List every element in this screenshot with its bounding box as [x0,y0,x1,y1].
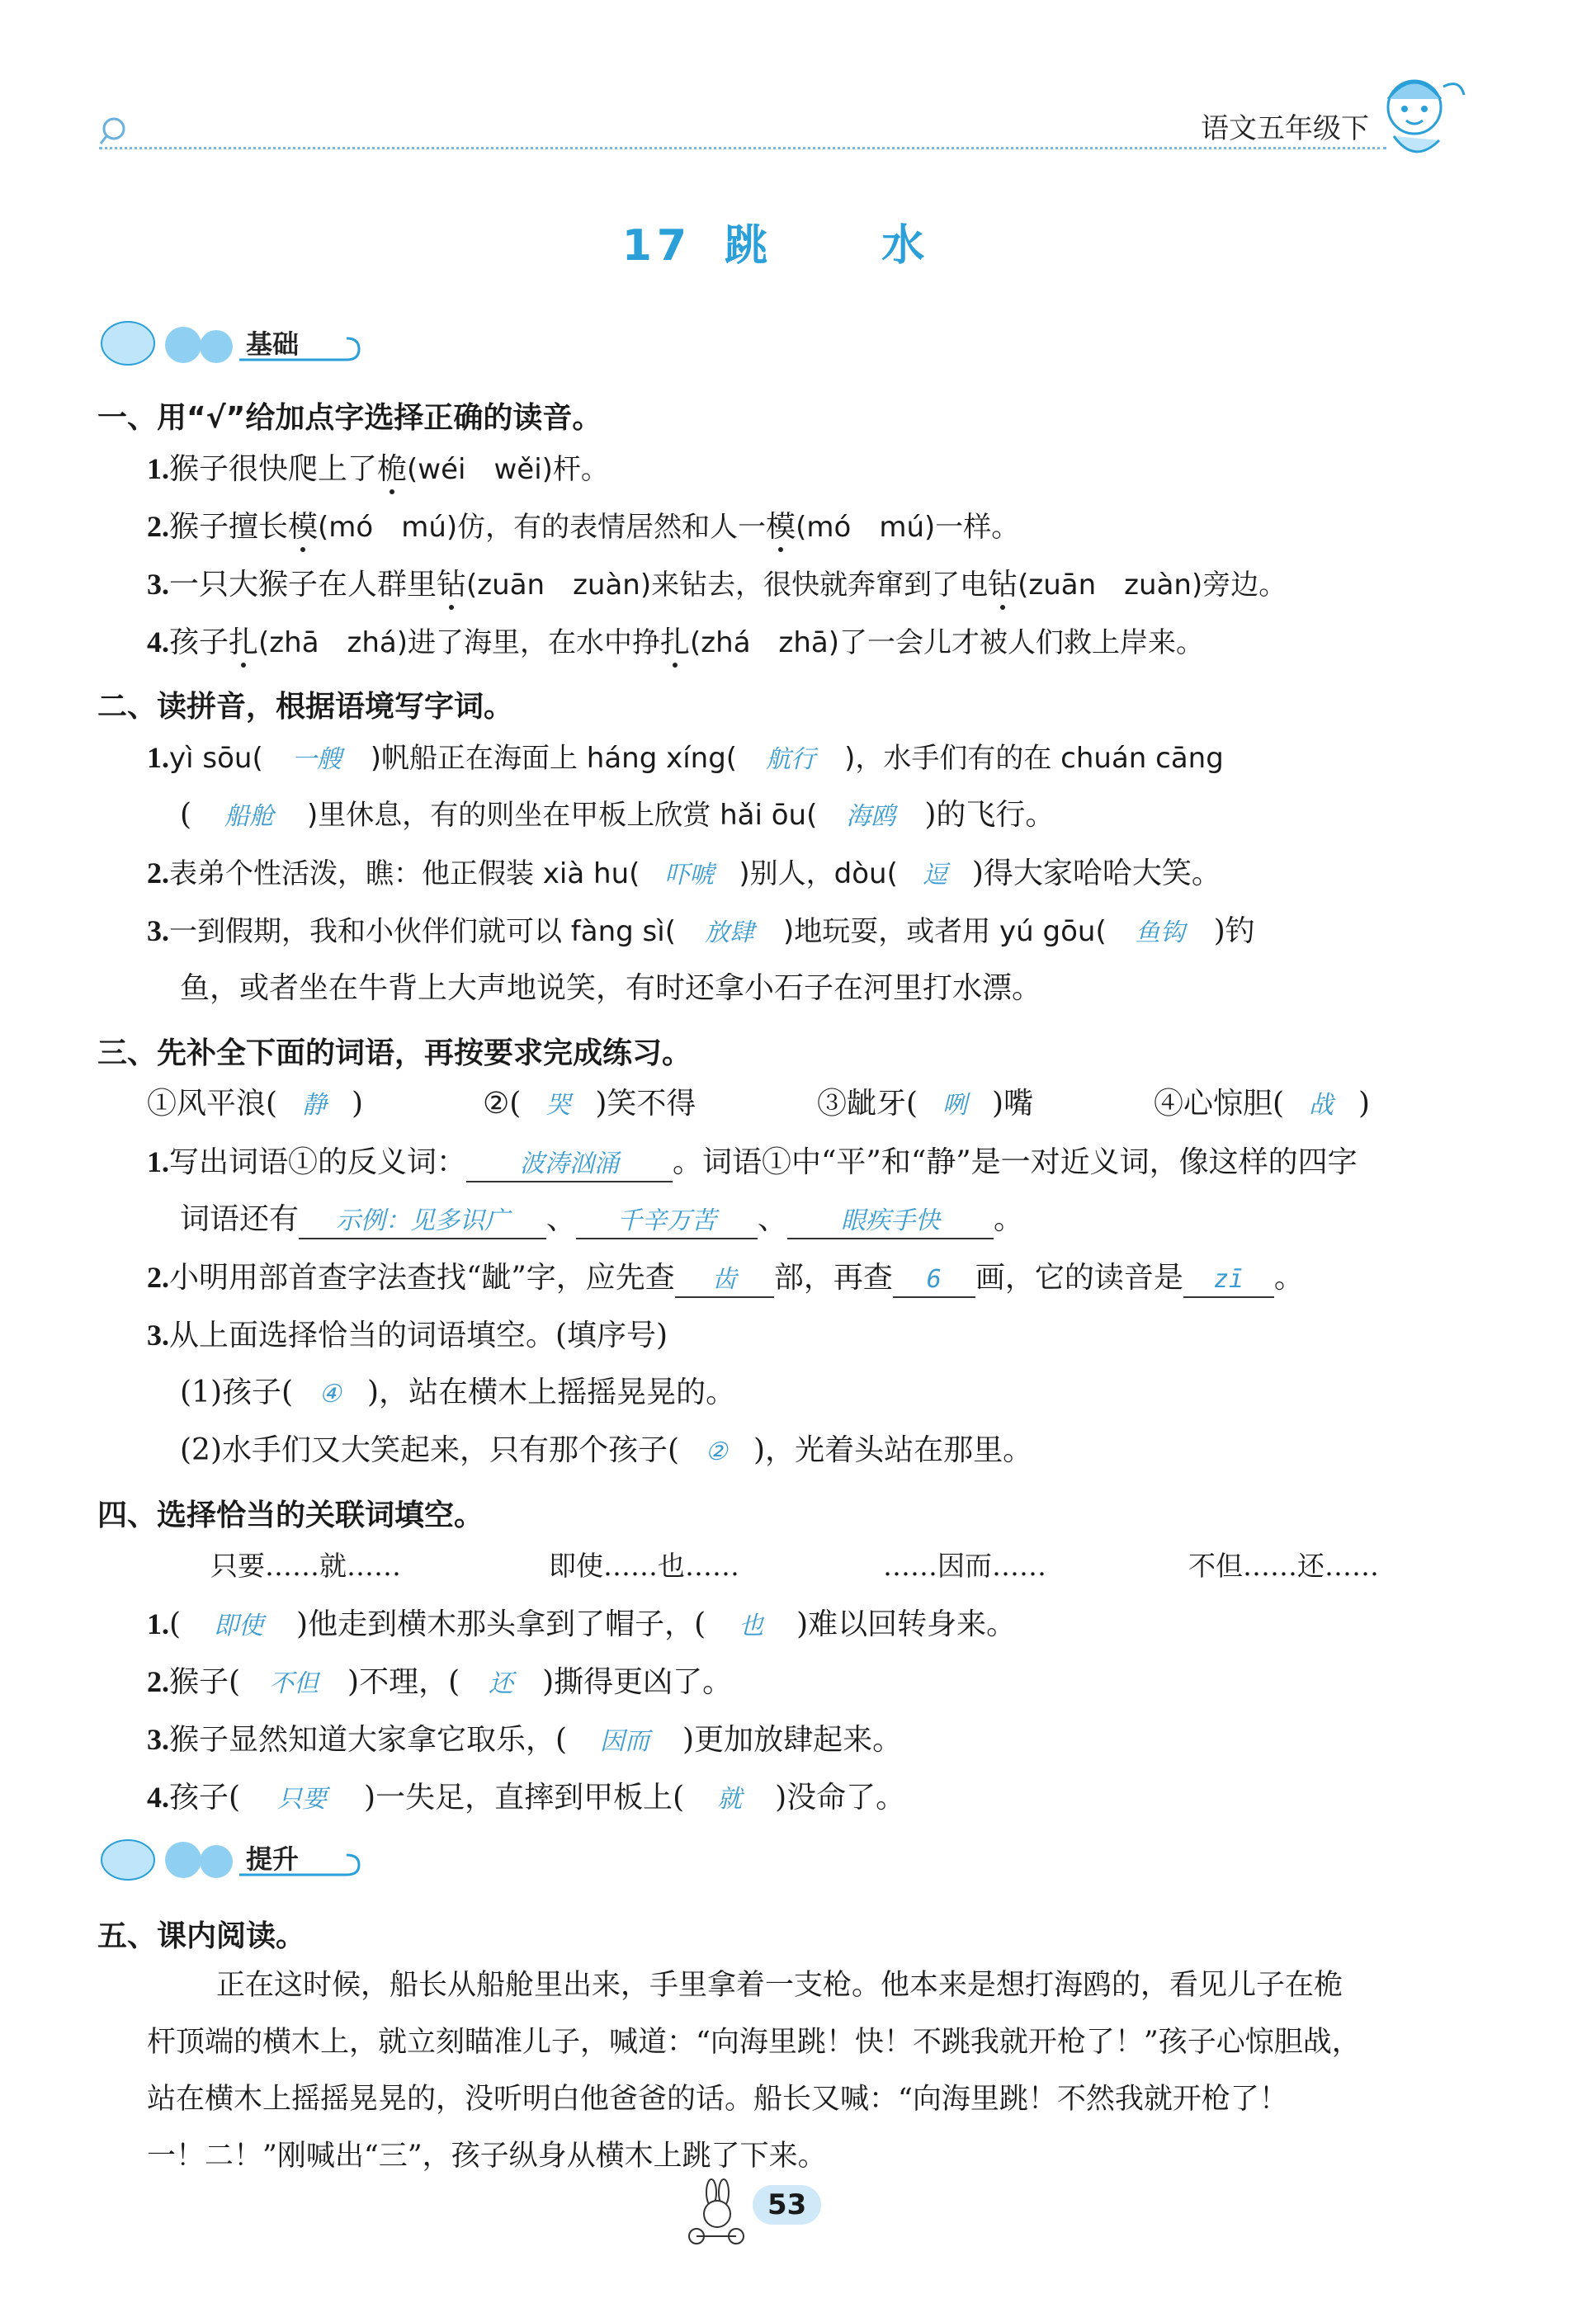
s3-question-3-2: (2)水手们又大笑起来，只有那个孩子( ② )，光着头站在那里。 [180,1433,1033,1467]
s3-question-1-line-1: 1.写出词语①的反义词： 波涛汹涌 。词语①中“平”和“静”是一对近义词，像这样的四字 [147,1145,1358,1182]
conjunction-option: 即使……也…… [549,1550,739,1582]
s3-question-3: 3.从上面选择恰当的词语填空。(填序号) [147,1319,668,1352]
conjunction-option: 不但……还…… [1188,1550,1379,1582]
answer-handwriting: 咧 [942,1091,968,1120]
s3-question-1-line-2: 词语还有 示例：见多识广 、 千辛万苦 、 眼疾手快 。 [180,1203,1023,1239]
answer-handwriting: 示例：见多识广 [299,1205,546,1239]
s2-question-1-line-1: 1.yì sōu( 一艘 )帆船正在海面上 háng xíng( 航行 )，水手们有的在 chuán cāng [147,741,1224,775]
answer-handwriting: 战 [1309,1091,1334,1120]
section-2-heading: 二、读拼音，根据语境写字词。 [97,690,514,724]
s3-question-3-1: (1)孩子( ④ )，站在横木上摇摇晃晃的。 [180,1376,736,1409]
lesson-name: 跳 水 [725,221,975,271]
answer-handwriting: 眼疾手快 [787,1205,994,1239]
ability-banner-label: 提升 [246,1843,300,1875]
answer-handwriting: 就 [717,1785,743,1814]
s3-word-1: ①风平浪( 静 ) [147,1087,364,1121]
answer-handwriting: 因而 [600,1727,650,1756]
rabbit-mascot-icon [678,2174,753,2249]
girl-mascot-icon [1357,58,1472,173]
answer-handwriting: 放肆 [704,918,754,947]
s3-question-2: 2.小明用部首查字法查找“龇”字，应先查 齿 部，再查 6 画，它的读音是 zī 。 [147,1261,1304,1298]
header-divider [99,147,1386,149]
answer-handwriting: 也 [739,1612,764,1640]
section-5-heading: 五、课内阅读。 [97,1919,306,1953]
answer-handwriting: 千辛万苦 [576,1205,758,1239]
answer-handwriting: 即使 [214,1612,264,1640]
s3-word-4: ④心惊胆( 战 ) [1154,1087,1371,1121]
passage-line: 站在横木上摇摇晃晃的，没听明白他爸爸的话。船长又喊：“向海里跳！不然我就开枪了！ [147,2083,1288,2116]
s1-question-4: 4.孩子扎(zhā zhá)进了海里，在水中挣扎(zhá zhā)了一会儿才被人们救上岸来。 [147,625,1205,659]
answer-handwriting: 波涛汹涌 [466,1148,673,1182]
magnifier-icon [97,116,129,147]
conjunction-option: ……因而…… [883,1550,1046,1582]
s4-question-2: 2.猴子( 不但 )不理，( 还 )撕得更凶了。 [147,1665,733,1699]
passage-line: 正在这时候，船长从船舱里出来，手里拿着一支枪。他本来是想打海鸥的，看见儿子在桅 [216,1969,1343,2002]
s2-question-3-line-2: 鱼，或者坐在牛背上大声地说笑，有时还拿小石子在河里打水漂。 [180,971,1042,1005]
answer-handwriting: 还 [489,1669,514,1698]
answer-handwriting: 逗 [922,861,947,890]
answer-handwriting: 6 [893,1263,975,1298]
lesson-title [0,210,1596,272]
s2-question-3-line-1: 3.一到假期，我和小伙伴们就可以 fàng sì( 放肆 )地玩耍，或者用 yú gōu( 鱼钩 )钓 [147,914,1255,948]
basic-banner-decoration [91,312,363,370]
conjunction-option: 只要……就…… [210,1550,401,1582]
answer-handwriting: 静 [302,1091,328,1120]
section-3-heading: 三、先补全下面的词语，再按要求完成练习。 [97,1036,692,1070]
answer-handwriting: 不但 [269,1669,319,1698]
page-number-badge [753,2185,821,2225]
s1-question-2: 2.猴子擅长模(mó mú)仿，有的表情居然和人一模(mó mú)一样。 [147,510,1020,544]
grade-label: 语文五年级下 [1201,112,1369,145]
passage-line: 杆顶端的横木上，就立刻瞄准儿子，喊道：“向海里跳！快！不跳我就开枪了！”孩子心惊胆战， [147,2026,1361,2059]
s3-word-3: ③龇牙( 咧 )嘴 [817,1087,1034,1121]
answer-handwriting: 一艘 [291,745,342,774]
answer-handwriting: 船舱 [224,802,275,831]
answer-handwriting: 只要 [277,1785,328,1814]
answer-handwriting: ② [705,1437,728,1466]
ability-banner-decoration [91,1829,363,1886]
section-1-heading: 一、用“√”给加点字选择正确的读音。 [97,401,602,435]
s4-question-4: 4.孩子( 只要 )一失足，直摔到甲板上( 就 )没命了。 [147,1781,906,1815]
answer-handwriting: 吓唬 [664,861,715,890]
s3-word-2: ②( 哭 )笑不得 [483,1087,696,1121]
answer-handwriting: ④ [319,1380,342,1409]
answer-handwriting: 航行 [766,745,816,774]
lesson-number: 17 [621,221,692,271]
basic-banner-label: 基础 [246,328,300,360]
page-number: 53 [753,2185,821,2225]
answer-handwriting: 鱼钩 [1135,918,1185,947]
answer-handwriting: 海鸥 [846,802,896,831]
passage-line: 一！二！”刚喊出“三”，孩子纵身从横木上跳了下来。 [147,2140,827,2173]
s1-question-3: 3.一只大猴子在人群里钻(zuān zuàn)来钻去，很快就奔窜到了电钻(zuān zuàn)旁边。 [147,568,1287,602]
s2-question-2: 2.表弟个性活泼，瞧：他正假装 xià hu( 吓唬 )别人，dòu( 逗 )得大家哈哈大笑。 [147,857,1221,890]
s4-question-3: 3.猴子显然知道大家拿它取乐，( 因而 )更加放肆起来。 [147,1723,903,1757]
answer-handwriting: zī [1183,1263,1274,1298]
s4-question-1: 1.( 即使 )他走到横木那头拿到了帽子，( 也 )难以回转身来。 [147,1607,1017,1641]
s1-question-1: 1.猴子很快爬上了桅(wéi wěi)杆。 [147,452,609,486]
section-4-heading: 四、选择恰当的关联词填空。 [97,1499,484,1532]
answer-handwriting: 齿 [675,1263,774,1298]
s2-question-1-line-2: ( 船舱 )里休息，有的则坐在甲板上欣赏 hǎi ōu( 海鸥 )的飞行。 [180,798,1055,832]
answer-handwriting: 哭 [545,1091,571,1120]
